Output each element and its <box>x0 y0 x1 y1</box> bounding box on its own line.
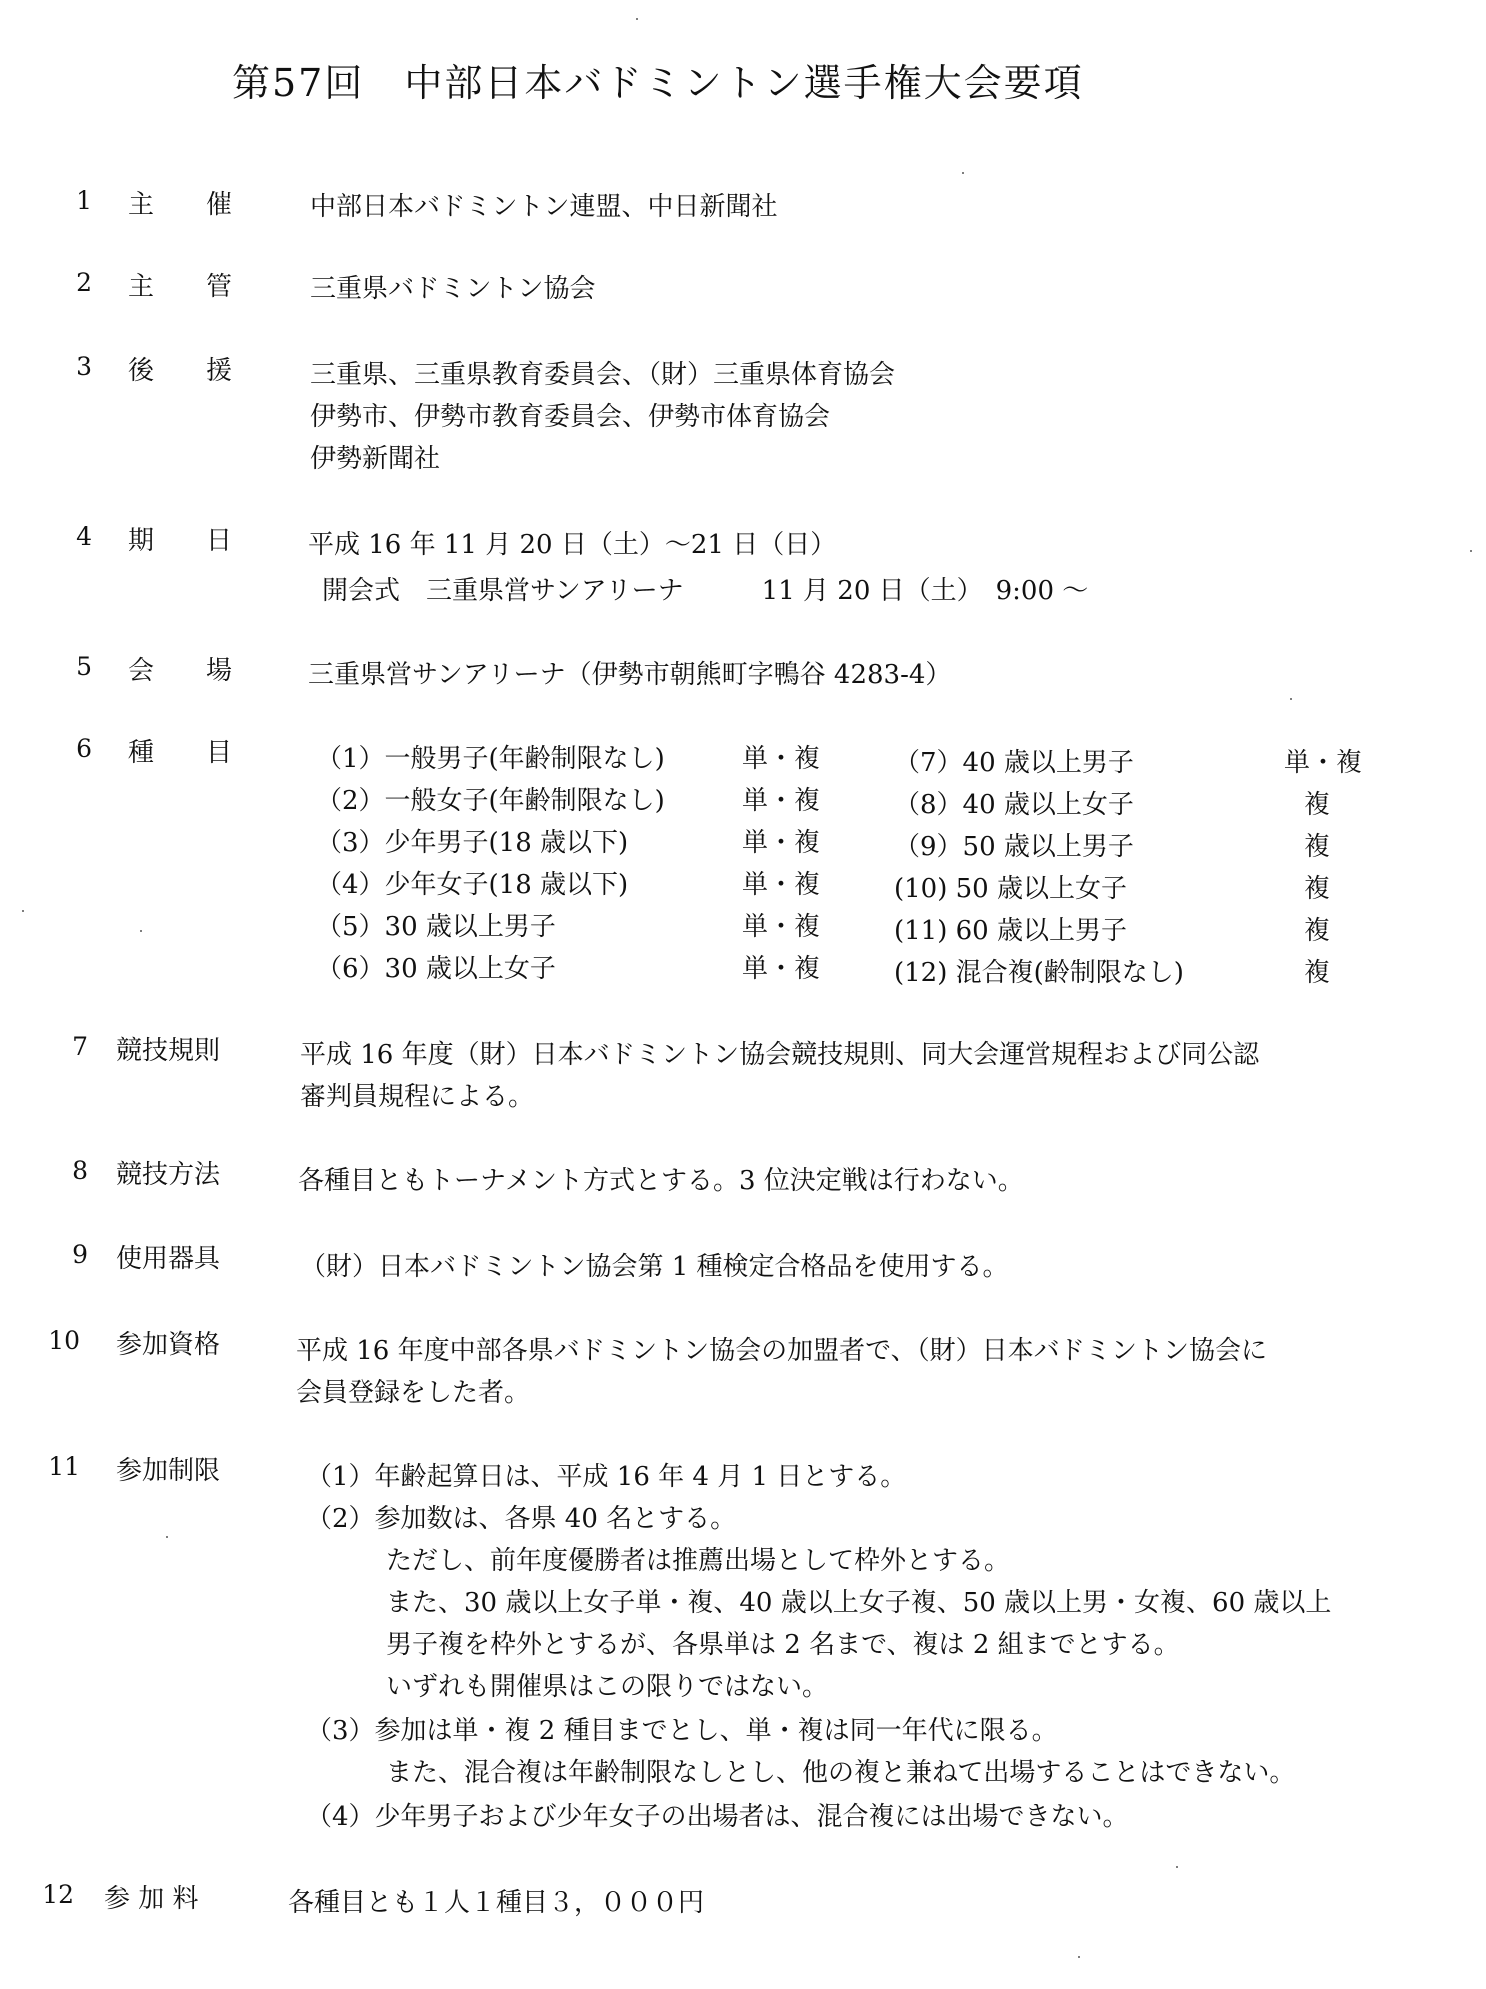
section-11-number: 11 <box>48 1452 80 1481</box>
category-1-label: （1）一般男子(年齢制限なし) <box>316 744 665 774</box>
scan-speck <box>166 1536 168 1538</box>
scan-speck <box>1470 550 1472 552</box>
category-8-kind: 複 <box>1304 790 1331 820</box>
section-5-label: 会 場 <box>128 656 233 686</box>
section-11-item-2-line-5: いずれも開催県はこの限りではない。 <box>386 1672 829 1702</box>
document-title: 第57回 中部日本バドミントン選手権大会要項 <box>232 61 1084 105</box>
category-4-kind: 単・複 <box>742 870 821 900</box>
scan-speck <box>1176 1866 1178 1868</box>
section-7-text-line-2: 審判員規程による。 <box>300 1082 535 1112</box>
section-1-text: 中部日本バドミントン連盟、中日新聞社 <box>310 192 778 222</box>
section-11-item-2-line-3: また、30 歳以上女子単・複、40 歳以上女子複、50 歳以上男・女複、60 歳以上 <box>386 1588 1332 1618</box>
section-6-number: 6 <box>76 734 92 763</box>
section-7-text-line-1: 平成 16 年度（財）日本バドミントン協会競技規則、同大会運営規程および同公認 <box>300 1040 1260 1070</box>
category-5-label: （5）30 歳以上男子 <box>316 912 556 942</box>
category-11-label: (11) 60 歳以上男子 <box>894 916 1127 946</box>
category-1-kind: 単・複 <box>742 744 821 774</box>
category-10-label: (10) 50 歳以上女子 <box>894 874 1127 904</box>
section-11-item-2-line-2: ただし、前年度優勝者は推薦出場として枠外とする。 <box>386 1546 1011 1576</box>
category-9-kind: 複 <box>1304 832 1331 862</box>
category-7-label: （7）40 歳以上男子 <box>894 748 1134 778</box>
scan-speck <box>636 18 638 20</box>
section-3-text-line-3: 伊勢新聞社 <box>310 444 441 474</box>
section-3-text-line-2: 伊勢市、伊勢市教育委員会、伊勢市体育協会 <box>310 402 831 432</box>
section-2-number: 2 <box>76 268 92 297</box>
section-4-number: 4 <box>76 522 92 551</box>
section-2-text: 三重県バドミントン協会 <box>310 274 596 304</box>
section-9-text: （財）日本バドミントン協会第 1 種検定合格品を使用する。 <box>300 1252 1009 1282</box>
section-10-text-line-2: 会員登録をした者。 <box>296 1378 531 1408</box>
section-4-text-line-2: 開会式 三重県営サンアリーナ 11 月 20 日（土） 9:00 ～ <box>322 576 1089 606</box>
section-5-number: 5 <box>76 652 92 681</box>
scan-speck <box>962 172 964 174</box>
category-11-kind: 複 <box>1304 916 1331 946</box>
category-2-label: （2）一般女子(年齢制限なし) <box>316 786 665 816</box>
category-5-kind: 単・複 <box>742 912 821 942</box>
section-8-number: 8 <box>72 1156 88 1185</box>
category-6-label: （6）30 歳以上女子 <box>316 954 556 984</box>
section-10-label: 参加資格 <box>116 1330 221 1360</box>
section-5-text: 三重県営サンアリーナ（伊勢市朝熊町字鴨谷 4283-4） <box>308 660 952 690</box>
category-12-kind: 複 <box>1304 958 1331 988</box>
scan-speck <box>1078 1956 1080 1958</box>
category-6-kind: 単・複 <box>742 954 821 984</box>
section-11-label: 参加制限 <box>116 1456 221 1486</box>
section-11-item-4: （4）少年男子および少年女子の出場者は、混合複には出場できない。 <box>306 1802 1129 1832</box>
category-10-kind: 複 <box>1304 874 1331 904</box>
section-9-number: 9 <box>72 1240 88 1269</box>
category-3-kind: 単・複 <box>742 828 821 858</box>
section-4-text-line-1: 平成 16 年 11 月 20 日（土）～21 日（日） <box>308 530 837 560</box>
section-3-text-line-1: 三重県、三重県教育委員会、（財）三重県体育協会 <box>310 360 896 390</box>
scan-speck <box>22 910 24 912</box>
category-3-label: （3）少年男子(18 歳以下) <box>316 828 629 858</box>
section-10-number: 10 <box>48 1326 80 1355</box>
category-12-label: (12) 混合複(齢制限なし) <box>894 958 1184 988</box>
category-2-kind: 単・複 <box>742 786 821 816</box>
section-4-label: 期 日 <box>128 526 233 556</box>
section-3-number: 3 <box>76 352 92 381</box>
section-3-label: 後 援 <box>128 356 233 386</box>
section-8-label: 競技方法 <box>116 1160 221 1190</box>
scan-speck <box>1290 698 1292 700</box>
section-10-text-line-1: 平成 16 年度中部各県バドミントン協会の加盟者で、（財）日本バドミントン協会に <box>296 1336 1268 1366</box>
section-9-label: 使用器具 <box>116 1244 221 1274</box>
section-11-item-2: （2）参加数は、各県 40 名とする。 <box>306 1504 737 1534</box>
section-12-text: 各種目とも１人１種目３，０００円 <box>288 1888 705 1918</box>
category-7-kind: 単・複 <box>1284 748 1363 778</box>
category-8-label: （8）40 歳以上女子 <box>894 790 1134 820</box>
section-12-number: 12 <box>42 1880 74 1909</box>
section-7-number: 7 <box>72 1032 88 1061</box>
section-11-item-1: （1）年齢起算日は、平成 16 年 4 月 1 日とする。 <box>306 1462 907 1492</box>
section-11-item-2-line-4: 男子複を枠外とするが、各県単は 2 名まで、複は 2 組までとする。 <box>386 1630 1180 1660</box>
category-4-label: （4）少年女子(18 歳以下) <box>316 870 629 900</box>
section-8-text: 各種目ともトーナメント方式とする。3 位決定戦は行わない。 <box>298 1166 1024 1196</box>
section-7-label: 競技規則 <box>116 1036 221 1066</box>
section-11-item-3: （3）参加は単・複 2 種目までとし、単・複は同一年代に限る。 <box>306 1716 1058 1746</box>
scan-speck <box>140 930 142 932</box>
section-2-label: 主 管 <box>128 272 233 302</box>
section-1-label: 主 催 <box>128 190 233 220</box>
section-1-number: 1 <box>76 186 92 215</box>
section-12-label: 参 加 料 <box>104 1884 199 1914</box>
section-11-item-3-line-2: また、混合複は年齢制限なしとし、他の複と兼ねて出場することはできない。 <box>386 1758 1296 1788</box>
section-6-label: 種 目 <box>128 738 233 768</box>
category-9-label: （9）50 歳以上男子 <box>894 832 1134 862</box>
